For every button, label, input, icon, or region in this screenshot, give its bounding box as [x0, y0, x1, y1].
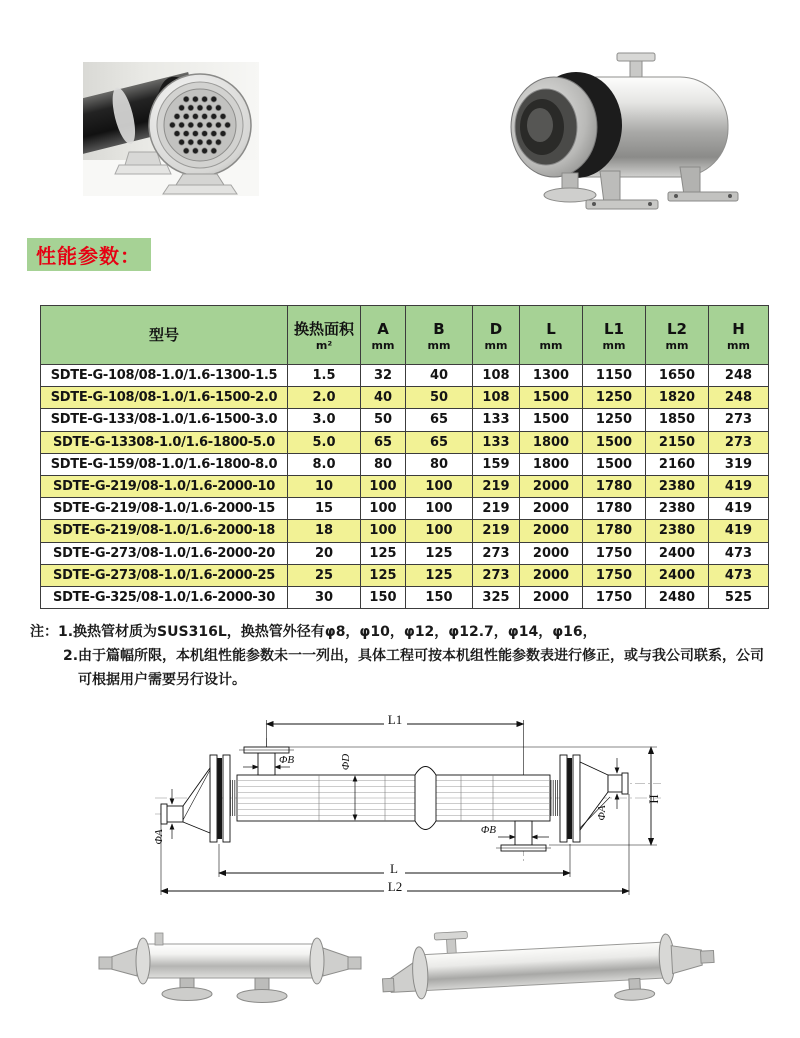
value-cell: 273: [709, 409, 769, 431]
value-cell: 133: [473, 409, 520, 431]
value-cell: 325: [473, 586, 520, 608]
value-cell: 1.5: [288, 365, 361, 387]
value-cell: 2150: [646, 431, 709, 453]
tube-bundle-closeup-photo: [83, 62, 259, 196]
value-cell: 1800: [520, 431, 583, 453]
dim-label-l1: L1: [387, 712, 403, 727]
table-header-cell: 型号: [41, 306, 288, 365]
value-cell: 419: [709, 520, 769, 542]
value-cell: 248: [709, 387, 769, 409]
value-cell: 219: [473, 520, 520, 542]
value-cell: 65: [361, 431, 406, 453]
value-cell: 125: [406, 542, 473, 564]
table-header-cell: D mm: [473, 306, 520, 365]
value-cell: 10: [288, 475, 361, 497]
value-cell: 2480: [646, 586, 709, 608]
value-cell: 40: [406, 365, 473, 387]
table-header-cell: 换热面积 m²: [288, 306, 361, 365]
model-cell: SDTE-G-219/08-1.0/1.6-2000-15: [41, 498, 288, 520]
value-cell: 473: [709, 542, 769, 564]
value-cell: 80: [406, 453, 473, 475]
model-cell: SDTE-G-273/08-1.0/1.6-2000-25: [41, 564, 288, 586]
technical-drawing: [153, 700, 665, 902]
value-cell: 5.0: [288, 431, 361, 453]
value-cell: 1500: [583, 453, 646, 475]
value-cell: 1250: [583, 409, 646, 431]
value-cell: 20: [288, 542, 361, 564]
value-cell: 1250: [583, 387, 646, 409]
value-cell: 1780: [583, 520, 646, 542]
value-cell: 1820: [646, 387, 709, 409]
dim-label-phi-b-bottom: ΦB: [480, 824, 496, 836]
value-cell: 25: [288, 564, 361, 586]
value-cell: 248: [709, 365, 769, 387]
table-header-cell: L2 mm: [646, 306, 709, 365]
value-cell: 125: [361, 542, 406, 564]
value-cell: 2380: [646, 498, 709, 520]
value-cell: 1650: [646, 365, 709, 387]
model-cell: SDTE-G-219/08-1.0/1.6-2000-10: [41, 475, 288, 497]
value-cell: 2.0: [288, 387, 361, 409]
model-cell: SDTE-G-13308-1.0/1.6-1800-5.0: [41, 431, 288, 453]
table-row: [41, 475, 769, 497]
model-cell: SDTE-G-273/08-1.0/1.6-2000-20: [41, 542, 288, 564]
dim-label-h: H: [646, 794, 661, 804]
value-cell: 1780: [583, 475, 646, 497]
table-row: [41, 498, 769, 520]
value-cell: 100: [361, 498, 406, 520]
value-cell: 159: [473, 453, 520, 475]
value-cell: 125: [361, 564, 406, 586]
value-cell: 3.0: [288, 409, 361, 431]
value-cell: 1500: [583, 431, 646, 453]
table-row: [41, 564, 769, 586]
table-row: [41, 586, 769, 608]
note-line-3: 可根据用户需要另行设计。: [78, 672, 246, 688]
value-cell: 100: [406, 475, 473, 497]
value-cell: 1150: [583, 365, 646, 387]
value-cell: 1800: [520, 453, 583, 475]
sanitary-heat-exchanger-photo: [95, 928, 365, 1006]
value-cell: 8.0: [288, 453, 361, 475]
value-cell: 273: [473, 564, 520, 586]
value-cell: 525: [709, 586, 769, 608]
dim-label-l2: L2: [387, 879, 403, 894]
value-cell: 273: [709, 431, 769, 453]
value-cell: 1500: [520, 387, 583, 409]
note-line-1: 注：1.换热管材质为SUS316L，换热管外径有φ8，φ10，φ12，φ12.7，φ14，φ16，: [30, 624, 597, 640]
value-cell: 15: [288, 498, 361, 520]
value-cell: 2000: [520, 498, 583, 520]
section-heading: [27, 238, 151, 271]
table-row: [41, 453, 769, 475]
value-cell: 108: [473, 387, 520, 409]
value-cell: 2400: [646, 542, 709, 564]
note-line-2: 2.由于篇幅所限，本机组性能参数未一一列出，具体工程可按本机组性能参数表进行修正，或与我公司联系，公司: [63, 648, 765, 664]
table-header-cell: L1 mm: [583, 306, 646, 365]
value-cell: 273: [473, 542, 520, 564]
value-cell: 80: [361, 453, 406, 475]
value-cell: 125: [406, 564, 473, 586]
value-cell: 1500: [520, 409, 583, 431]
table-header-cell: L mm: [520, 306, 583, 365]
value-cell: 2000: [520, 542, 583, 564]
value-cell: 50: [361, 409, 406, 431]
model-cell: SDTE-G-159/08-1.0/1.6-1800-8.0: [41, 453, 288, 475]
model-cell: SDTE-G-325/08-1.0/1.6-2000-30: [41, 586, 288, 608]
dim-label-l: L: [390, 861, 398, 876]
value-cell: 2000: [520, 475, 583, 497]
value-cell: 40: [361, 387, 406, 409]
value-cell: 133: [473, 431, 520, 453]
value-cell: 319: [709, 453, 769, 475]
value-cell: 419: [709, 475, 769, 497]
model-cell: SDTE-G-108/08-1.0/1.6-1300-1.5: [41, 365, 288, 387]
value-cell: 1750: [583, 542, 646, 564]
model-cell: SDTE-G-108/08-1.0/1.6-1500-2.0: [41, 387, 288, 409]
value-cell: 1750: [583, 564, 646, 586]
table-row: [41, 365, 769, 387]
value-cell: 2380: [646, 520, 709, 542]
table-row: [41, 520, 769, 542]
value-cell: 2400: [646, 564, 709, 586]
value-cell: 150: [406, 586, 473, 608]
value-cell: 2000: [520, 586, 583, 608]
value-cell: 150: [361, 586, 406, 608]
dim-label-phi-d: ΦD: [340, 753, 352, 771]
dim-label-phi-a-left: ΦA: [153, 829, 165, 845]
value-cell: 219: [473, 498, 520, 520]
table-row: [41, 542, 769, 564]
heat-exchanger-with-legs-photo: [480, 45, 740, 210]
value-cell: 1850: [646, 409, 709, 431]
value-cell: 1780: [583, 498, 646, 520]
angled-heat-exchanger-photo: [382, 920, 720, 1010]
spec-table: [40, 305, 769, 609]
value-cell: 1300: [520, 365, 583, 387]
value-cell: 1750: [583, 586, 646, 608]
section-heading-text: 性能参数：: [36, 244, 141, 268]
table-header-cell: B mm: [406, 306, 473, 365]
value-cell: 2160: [646, 453, 709, 475]
value-cell: 2000: [520, 564, 583, 586]
value-cell: 108: [473, 365, 520, 387]
value-cell: 65: [406, 409, 473, 431]
value-cell: 100: [406, 498, 473, 520]
value-cell: 30: [288, 586, 361, 608]
value-cell: 419: [709, 498, 769, 520]
value-cell: 219: [473, 475, 520, 497]
notes: [30, 620, 778, 692]
value-cell: 2000: [520, 520, 583, 542]
value-cell: 65: [406, 431, 473, 453]
table-header-cell: H mm: [709, 306, 769, 365]
value-cell: 32: [361, 365, 406, 387]
table-row: [41, 387, 769, 409]
table-header-cell: A mm: [361, 306, 406, 365]
model-cell: SDTE-G-219/08-1.0/1.6-2000-18: [41, 520, 288, 542]
model-cell: SDTE-G-133/08-1.0/1.6-1500-3.0: [41, 409, 288, 431]
value-cell: 50: [406, 387, 473, 409]
table-header-row: [41, 306, 769, 365]
dim-label-phi-a-right: ΦA: [596, 805, 608, 821]
value-cell: 100: [406, 520, 473, 542]
table-row: [41, 431, 769, 453]
value-cell: 2380: [646, 475, 709, 497]
value-cell: 100: [361, 475, 406, 497]
dim-label-phi-b-top: ΦB: [279, 754, 295, 766]
value-cell: 473: [709, 564, 769, 586]
table-row: [41, 409, 769, 431]
value-cell: 100: [361, 520, 406, 542]
value-cell: 18: [288, 520, 361, 542]
